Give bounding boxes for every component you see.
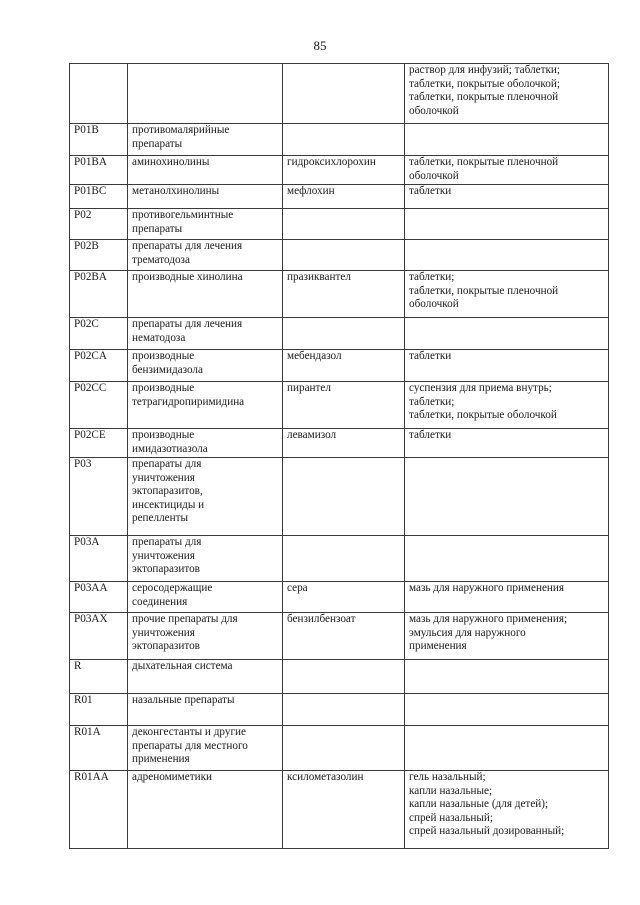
group-name-cell-line: эктопаразитов, bbox=[132, 485, 203, 497]
atc-code-cell: P03AX bbox=[70, 613, 128, 660]
substance-cell bbox=[283, 318, 405, 350]
group-name-cell bbox=[128, 156, 283, 185]
group-name-cell bbox=[128, 64, 283, 124]
dosage-form-cell bbox=[405, 429, 609, 458]
dosage-form-cell bbox=[405, 536, 609, 582]
table-row bbox=[70, 64, 609, 124]
substance-cell: гидроксихлорохин bbox=[283, 156, 405, 185]
substance-cell: бензилбензоат bbox=[283, 613, 405, 660]
table-row bbox=[70, 124, 609, 156]
group-name-cell-line: серосодержащие bbox=[132, 582, 213, 594]
group-name-cell-line: трематодоза bbox=[132, 253, 190, 266]
substance-cell: пирантел bbox=[283, 382, 405, 429]
group-name-cell-line: адреномиметики bbox=[132, 771, 212, 783]
dosage-form-cell-line: раствор для инфузий; таблетки; bbox=[409, 64, 561, 76]
group-name-cell-line: нематодоза bbox=[132, 331, 186, 344]
substance-cell: празиквантел bbox=[283, 271, 405, 318]
group-name-cell-line: производные bbox=[132, 382, 195, 394]
dosage-form-cell-line: таблетки, покрытые оболочкой; bbox=[409, 77, 560, 90]
dosage-form-cell bbox=[405, 771, 609, 849]
dosage-form-cell-line: капли назальные (для детей); bbox=[409, 798, 549, 810]
group-name-cell bbox=[128, 429, 283, 458]
substance-cell bbox=[283, 64, 405, 124]
dosage-form-cell-line: таблетки, покрытые пленочной bbox=[409, 284, 559, 297]
atc-code-cell: P02B bbox=[70, 240, 128, 271]
substance-cell bbox=[283, 124, 405, 156]
dosage-form-cell-line: мазь для наружного применения; bbox=[409, 613, 568, 625]
dosage-form-cell bbox=[405, 582, 609, 613]
group-name-cell-line: имидазотиазола bbox=[132, 442, 208, 455]
group-name-cell-line: инсектициды и bbox=[132, 498, 205, 511]
table-row bbox=[70, 660, 609, 694]
group-name-cell bbox=[128, 271, 283, 318]
group-name-cell-line: уничтожения bbox=[132, 471, 195, 484]
dosage-form-cell-line: таблетки bbox=[409, 350, 452, 362]
group-name-cell bbox=[128, 771, 283, 849]
dosage-form-cell-line: капли назальные; bbox=[409, 784, 493, 797]
substance-cell bbox=[283, 660, 405, 694]
group-name-cell-line: препараты для bbox=[132, 536, 202, 548]
group-name-cell-line: эктопаразитов bbox=[132, 563, 200, 575]
dosage-form-cell bbox=[405, 64, 609, 124]
dosage-form-cell bbox=[405, 458, 609, 536]
dosage-form-cell bbox=[405, 156, 609, 185]
atc-code-cell: P03 bbox=[70, 458, 128, 536]
group-name-cell-line: метанолхинолины bbox=[132, 185, 220, 197]
table-row bbox=[70, 240, 609, 271]
group-name-cell-line: прочие препараты для bbox=[132, 613, 238, 625]
dosage-form-cell bbox=[405, 185, 609, 209]
group-name-cell-line: соединения bbox=[132, 595, 188, 608]
dosage-form-cell bbox=[405, 350, 609, 382]
dosage-form-cell-line: оболочкой bbox=[409, 298, 459, 310]
dosage-form-cell-line: мазь для наружного применения bbox=[409, 582, 565, 594]
table-row bbox=[70, 726, 609, 771]
dosage-form-cell-line: таблетки, покрытые пленочной bbox=[409, 156, 559, 168]
table-row bbox=[70, 318, 609, 350]
group-name-cell-line: противомалярийные bbox=[132, 124, 230, 136]
table-row bbox=[70, 694, 609, 726]
dosage-form-cell bbox=[405, 124, 609, 156]
dosage-form-cell-line: спрей назальный; bbox=[409, 811, 494, 824]
group-name-cell-line: производные bbox=[132, 350, 195, 362]
group-name-cell bbox=[128, 124, 283, 156]
drug-table bbox=[69, 63, 609, 849]
group-name-cell bbox=[128, 536, 283, 582]
dosage-form-cell-line: таблетки; bbox=[409, 395, 455, 408]
dosage-form-cell-line: таблетки bbox=[409, 429, 452, 441]
atc-code-cell: P02C bbox=[70, 318, 128, 350]
atc-code-cell: P02CA bbox=[70, 350, 128, 382]
substance-cell: левамизол bbox=[283, 429, 405, 458]
group-name-cell-line: препараты bbox=[132, 222, 183, 235]
group-name-cell-line: препараты для лечения bbox=[132, 240, 243, 252]
group-name-cell-line: препараты bbox=[132, 137, 183, 150]
group-name-cell bbox=[128, 350, 283, 382]
group-name-cell bbox=[128, 694, 283, 726]
group-name-cell bbox=[128, 240, 283, 271]
dosage-form-cell-line: таблетки bbox=[409, 185, 452, 197]
atc-code-cell: R bbox=[70, 660, 128, 694]
table-row bbox=[70, 536, 609, 582]
group-name-cell-line: тетрагидропиримидина bbox=[132, 395, 245, 408]
atc-code-cell: R01 bbox=[70, 694, 128, 726]
substance-cell bbox=[283, 209, 405, 240]
group-name-cell bbox=[128, 582, 283, 613]
dosage-form-cell-line: оболочкой bbox=[409, 169, 459, 182]
dosage-form-cell-line: таблетки; bbox=[409, 271, 455, 283]
substance-cell: сера bbox=[283, 582, 405, 613]
table-row bbox=[70, 429, 609, 458]
dosage-form-cell bbox=[405, 726, 609, 771]
atc-code-cell: P02BA bbox=[70, 271, 128, 318]
dosage-form-cell bbox=[405, 271, 609, 318]
atc-code-cell: P02CC bbox=[70, 382, 128, 429]
dosage-form-cell bbox=[405, 209, 609, 240]
table-row bbox=[70, 771, 609, 849]
table-row bbox=[70, 613, 609, 660]
table-row bbox=[70, 271, 609, 318]
group-name-cell-line: уничтожения bbox=[132, 549, 195, 562]
atc-code-cell: P02CE bbox=[70, 429, 128, 458]
substance-cell bbox=[283, 694, 405, 726]
table-row bbox=[70, 156, 609, 185]
group-name-cell-line: бензимидазола bbox=[132, 363, 203, 376]
table-row bbox=[70, 458, 609, 536]
dosage-form-cell bbox=[405, 660, 609, 694]
group-name-cell bbox=[128, 458, 283, 536]
dosage-form-cell-line: эмульсия для наружного bbox=[409, 626, 526, 639]
group-name-cell bbox=[128, 613, 283, 660]
atc-code-cell: P01BA bbox=[70, 156, 128, 185]
group-name-cell-line: деконгестанты и другие bbox=[132, 726, 246, 738]
group-name-cell bbox=[128, 726, 283, 771]
dosage-form-cell bbox=[405, 382, 609, 429]
substance-cell bbox=[283, 240, 405, 271]
dosage-form-cell-line: оболочкой bbox=[409, 104, 459, 117]
atc-code-cell: P01BC bbox=[70, 185, 128, 209]
group-name-cell bbox=[128, 185, 283, 209]
dosage-form-cell-line: применения bbox=[409, 640, 467, 652]
group-name-cell-line: уничтожения bbox=[132, 626, 195, 639]
dosage-form-cell-line: спрей назальный дозированный; bbox=[409, 825, 565, 837]
substance-cell: мефлохин bbox=[283, 185, 405, 209]
group-name-cell-line: назальные препараты bbox=[132, 694, 235, 706]
atc-code-cell: R01AA bbox=[70, 771, 128, 849]
table-row bbox=[70, 350, 609, 382]
group-name-cell-line: применения bbox=[132, 753, 190, 765]
substance-cell: ксилометазолин bbox=[283, 771, 405, 849]
dosage-form-cell bbox=[405, 240, 609, 271]
group-name-cell bbox=[128, 660, 283, 694]
dosage-form-cell-line: гель назальный; bbox=[409, 771, 486, 783]
atc-code-cell bbox=[70, 64, 128, 124]
dosage-form-cell bbox=[405, 613, 609, 660]
group-name-cell-line: производные bbox=[132, 429, 195, 441]
atc-code-cell: P03A bbox=[70, 536, 128, 582]
dosage-form-cell bbox=[405, 694, 609, 726]
dosage-form-cell-line: суспензия для приема внутрь; bbox=[409, 382, 552, 394]
atc-code-cell: R01A bbox=[70, 726, 128, 771]
group-name-cell bbox=[128, 318, 283, 350]
dosage-form-cell-line: таблетки, покрытые оболочкой bbox=[409, 409, 557, 421]
dosage-form-cell-line: таблетки, покрытые пленочной bbox=[409, 91, 559, 103]
page-number: 85 bbox=[313, 38, 327, 53]
group-name-cell-line: противогельминтные bbox=[132, 209, 234, 221]
group-name-cell-line: препараты для bbox=[132, 458, 202, 470]
group-name-cell-line: аминохинолины bbox=[132, 156, 210, 168]
table-row bbox=[70, 582, 609, 613]
substance-cell bbox=[283, 458, 405, 536]
table-row bbox=[70, 209, 609, 240]
group-name-cell-line: эктопаразитов bbox=[132, 640, 200, 652]
substance-cell bbox=[283, 536, 405, 582]
group-name-cell-line: препараты для лечения bbox=[132, 318, 243, 330]
dosage-form-cell bbox=[405, 318, 609, 350]
atc-code-cell: P03AA bbox=[70, 582, 128, 613]
table-row bbox=[70, 382, 609, 429]
group-name-cell bbox=[128, 209, 283, 240]
group-name-cell-line: дыхательная система bbox=[132, 660, 233, 672]
group-name-cell-line: препараты для местного bbox=[132, 739, 248, 752]
atc-code-cell: P01B bbox=[70, 124, 128, 156]
substance-cell bbox=[283, 726, 405, 771]
table-row bbox=[70, 185, 609, 209]
group-name-cell-line: репелленты bbox=[132, 512, 189, 524]
group-name-cell bbox=[128, 382, 283, 429]
group-name-cell-line: производные хинолина bbox=[132, 271, 243, 283]
substance-cell: мебендазол bbox=[283, 350, 405, 382]
atc-code-cell: P02 bbox=[70, 209, 128, 240]
